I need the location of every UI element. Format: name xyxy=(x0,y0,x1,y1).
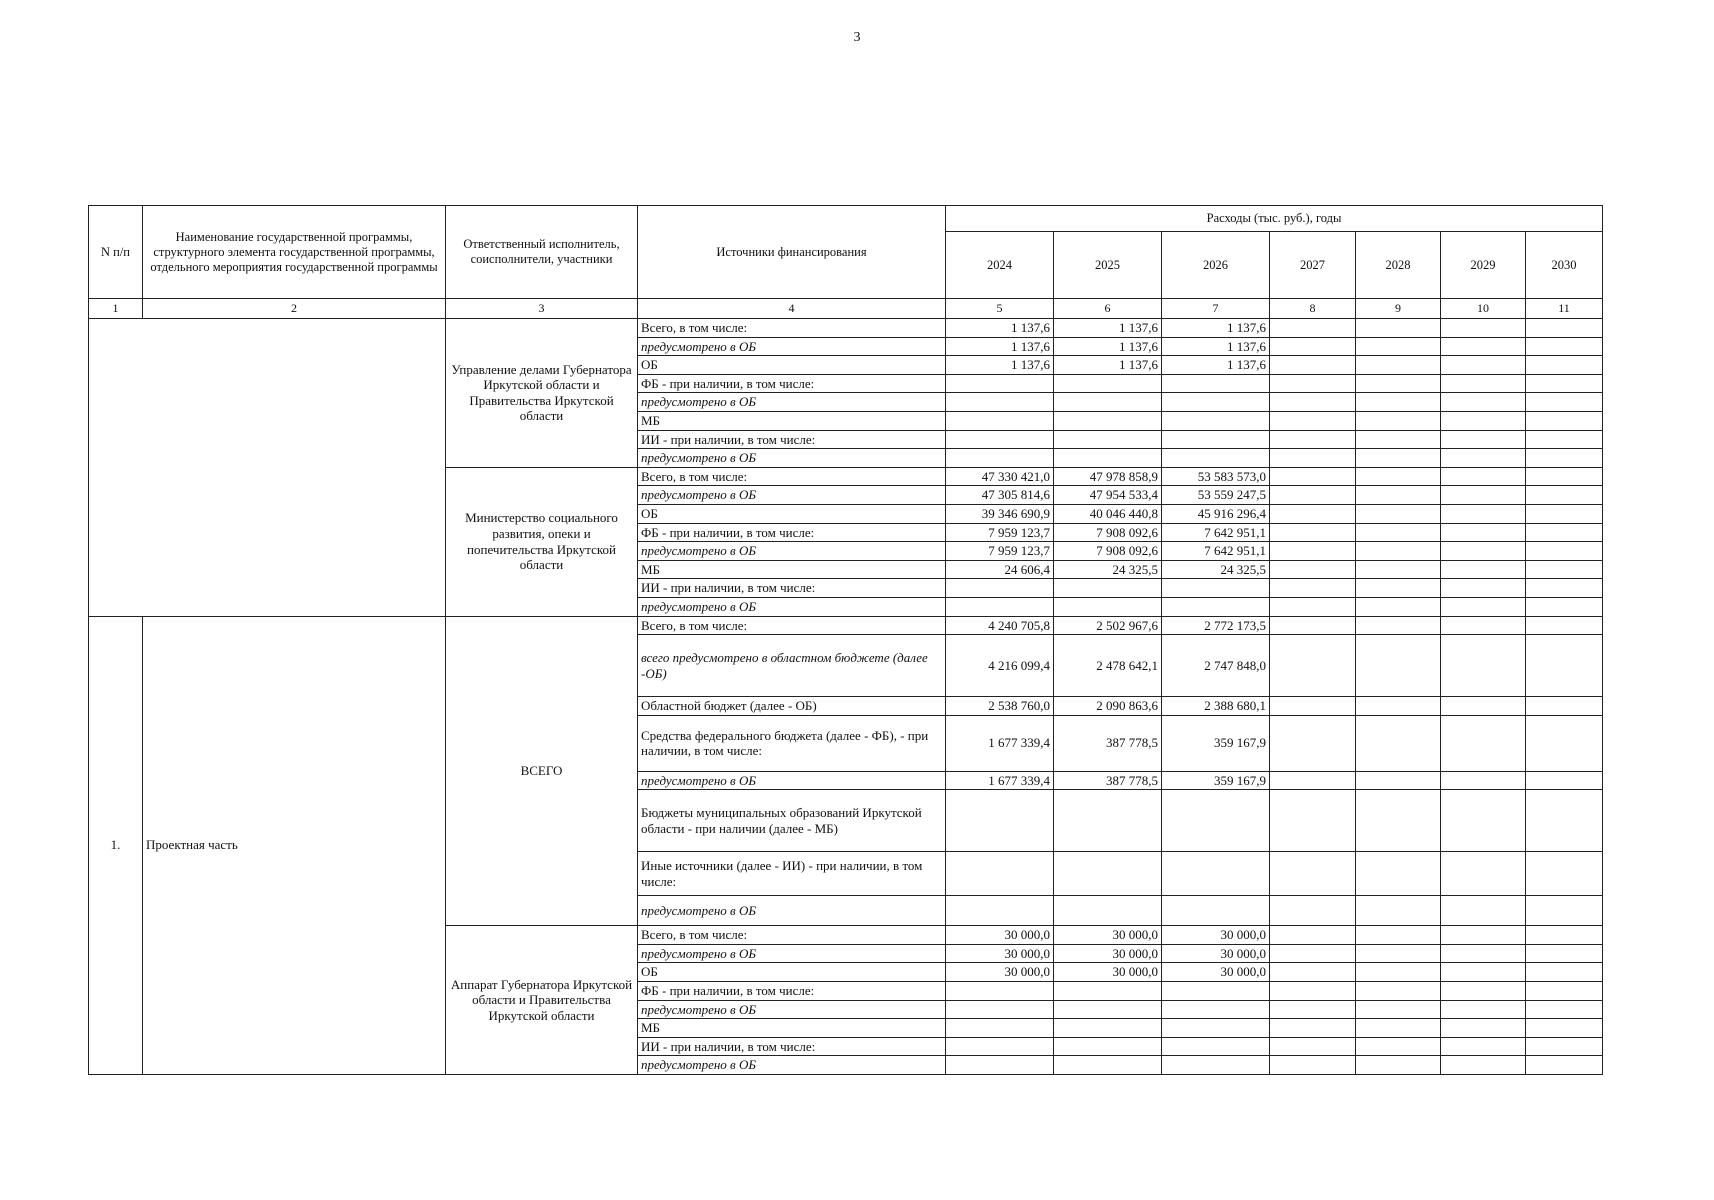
amount-cell xyxy=(1270,542,1356,561)
amount-cell xyxy=(1526,430,1603,449)
amount-cell: 2 772 173,5 xyxy=(1162,616,1270,635)
source-cell: всего предусмотрено в областном бюджете (далее -ОБ) xyxy=(638,635,946,697)
amount-cell xyxy=(1162,1000,1270,1019)
amount-cell xyxy=(1270,1019,1356,1038)
amount-cell xyxy=(1441,467,1526,486)
amount-cell: 1 677 339,4 xyxy=(946,771,1054,790)
executor-cell: ВСЕГО xyxy=(446,616,638,926)
amount-cell xyxy=(1526,1056,1603,1075)
amount-cell xyxy=(1356,790,1441,852)
amount-cell xyxy=(1441,926,1526,945)
amount-cell xyxy=(946,1037,1054,1056)
amount-cell xyxy=(1356,337,1441,356)
amount-cell xyxy=(1441,1037,1526,1056)
amount-cell xyxy=(1526,790,1603,852)
page-number: 3 xyxy=(853,30,861,45)
source-cell: Всего, в том числе: xyxy=(638,926,946,945)
header-year: 2025 xyxy=(1054,232,1162,299)
source-cell: ИИ - при наличии, в том числе: xyxy=(638,1037,946,1056)
amount-cell: 359 167,9 xyxy=(1162,771,1270,790)
amount-cell: 1 137,6 xyxy=(946,337,1054,356)
amount-cell xyxy=(1270,393,1356,412)
header-expenses: Расходы (тыс. руб.), годы xyxy=(946,206,1603,232)
amount-cell: 7 642 951,1 xyxy=(1162,523,1270,542)
amount-cell xyxy=(1270,926,1356,945)
amount-cell xyxy=(1054,411,1162,430)
amount-cell xyxy=(1270,337,1356,356)
amount-cell xyxy=(1054,579,1162,598)
source-cell: предусмотрено в ОБ xyxy=(638,1056,946,1075)
amount-cell: 30 000,0 xyxy=(946,944,1054,963)
table-row xyxy=(89,319,1603,338)
amount-cell xyxy=(1356,504,1441,523)
source-cell: предусмотрено в ОБ xyxy=(638,896,946,926)
amount-cell xyxy=(1526,982,1603,1001)
amount-cell xyxy=(1526,449,1603,468)
amount-cell xyxy=(946,411,1054,430)
amount-cell xyxy=(1356,356,1441,375)
amount-cell xyxy=(1162,430,1270,449)
header-executor: Ответственный исполнитель, соисполнители, участники xyxy=(446,206,638,299)
amount-cell xyxy=(1526,1000,1603,1019)
amount-cell xyxy=(1270,597,1356,616)
amount-cell xyxy=(1441,715,1526,771)
header-name: Наименование государственной программы, структурного элемента государственной программы, отдельного мероприятия государственной программы xyxy=(143,206,446,299)
amount-cell xyxy=(1441,337,1526,356)
amount-cell xyxy=(1356,467,1441,486)
amount-cell xyxy=(1162,790,1270,852)
amount-cell xyxy=(1270,771,1356,790)
amount-cell xyxy=(1054,1056,1162,1075)
amount-cell: 30 000,0 xyxy=(1162,963,1270,982)
source-cell: ФБ - при наличии, в том числе: xyxy=(638,523,946,542)
column-number: 8 xyxy=(1270,299,1356,319)
amount-cell xyxy=(1270,467,1356,486)
amount-cell: 4 240 705,8 xyxy=(946,616,1054,635)
amount-cell xyxy=(1054,1037,1162,1056)
amount-cell: 30 000,0 xyxy=(1054,963,1162,982)
amount-cell xyxy=(1441,944,1526,963)
column-number: 1 xyxy=(89,299,143,319)
source-cell: ИИ - при наличии, в том числе: xyxy=(638,430,946,449)
amount-cell xyxy=(1356,715,1441,771)
amount-cell xyxy=(1270,523,1356,542)
amount-cell xyxy=(1356,523,1441,542)
amount-cell xyxy=(946,1019,1054,1038)
amount-cell xyxy=(946,982,1054,1001)
amount-cell xyxy=(1270,697,1356,716)
amount-cell: 53 583 573,0 xyxy=(1162,467,1270,486)
amount-cell xyxy=(1526,411,1603,430)
amount-cell xyxy=(1441,852,1526,896)
amount-cell xyxy=(1162,896,1270,926)
amount-cell xyxy=(1526,944,1603,963)
amount-cell xyxy=(1441,982,1526,1001)
amount-cell: 30 000,0 xyxy=(1162,944,1270,963)
amount-cell xyxy=(1356,1056,1441,1075)
amount-cell xyxy=(1356,374,1441,393)
amount-cell: 1 137,6 xyxy=(1162,356,1270,375)
amount-cell xyxy=(1526,852,1603,896)
source-cell: предусмотрено в ОБ xyxy=(638,597,946,616)
amount-cell xyxy=(1270,896,1356,926)
amount-cell xyxy=(1441,486,1526,505)
amount-cell: 1 137,6 xyxy=(1054,337,1162,356)
amount-cell: 7 959 123,7 xyxy=(946,523,1054,542)
amount-cell xyxy=(946,597,1054,616)
amount-cell xyxy=(1162,579,1270,598)
amount-cell xyxy=(1441,504,1526,523)
amount-cell: 1 137,6 xyxy=(1054,319,1162,338)
amount-cell xyxy=(1162,374,1270,393)
amount-cell xyxy=(1162,982,1270,1001)
amount-cell xyxy=(1054,374,1162,393)
amount-cell xyxy=(1356,963,1441,982)
amount-cell: 7 908 092,6 xyxy=(1054,542,1162,561)
amount-cell xyxy=(1054,790,1162,852)
amount-cell xyxy=(1356,771,1441,790)
amount-cell xyxy=(1270,790,1356,852)
amount-cell xyxy=(1526,963,1603,982)
column-number: 7 xyxy=(1162,299,1270,319)
table-row xyxy=(89,616,1603,635)
amount-cell xyxy=(1441,411,1526,430)
amount-cell xyxy=(1356,1037,1441,1056)
amount-cell: 7 642 951,1 xyxy=(1162,542,1270,561)
amount-cell: 2 090 863,6 xyxy=(1054,697,1162,716)
amount-cell xyxy=(1441,449,1526,468)
program-name: Проектная часть xyxy=(143,616,446,1075)
amount-cell xyxy=(1270,1056,1356,1075)
amount-cell xyxy=(946,374,1054,393)
amount-cell xyxy=(1054,982,1162,1001)
amount-cell xyxy=(1270,319,1356,338)
amount-cell xyxy=(1526,393,1603,412)
amount-cell xyxy=(946,449,1054,468)
amount-cell: 53 559 247,5 xyxy=(1162,486,1270,505)
column-number: 4 xyxy=(638,299,946,319)
header-year: 2029 xyxy=(1441,232,1526,299)
amount-cell: 387 778,5 xyxy=(1054,715,1162,771)
amount-cell xyxy=(1441,393,1526,412)
amount-cell: 30 000,0 xyxy=(1162,926,1270,945)
amount-cell xyxy=(1162,1037,1270,1056)
source-cell: предусмотрено в ОБ xyxy=(638,486,946,505)
source-cell: предусмотрено в ОБ xyxy=(638,944,946,963)
amount-cell xyxy=(1526,579,1603,598)
amount-cell xyxy=(1441,963,1526,982)
source-cell: ФБ - при наличии, в том числе: xyxy=(638,982,946,1001)
amount-cell xyxy=(1356,597,1441,616)
amount-cell: 47 330 421,0 xyxy=(946,467,1054,486)
amount-cell xyxy=(1441,1000,1526,1019)
amount-cell: 2 538 760,0 xyxy=(946,697,1054,716)
column-number: 9 xyxy=(1356,299,1441,319)
amount-cell xyxy=(1356,449,1441,468)
source-cell: Бюджеты муниципальных образований Иркутской области - при наличии (далее - МБ) xyxy=(638,790,946,852)
amount-cell: 2 502 967,6 xyxy=(1054,616,1162,635)
amount-cell xyxy=(1270,430,1356,449)
header-year: 2027 xyxy=(1270,232,1356,299)
header-year: 2030 xyxy=(1526,232,1603,299)
amount-cell: 387 778,5 xyxy=(1054,771,1162,790)
source-cell: Иные источники (далее - ИИ) - при наличии, в том числе: xyxy=(638,852,946,896)
amount-cell xyxy=(1526,374,1603,393)
amount-cell xyxy=(1162,1056,1270,1075)
amount-cell xyxy=(1526,560,1603,579)
amount-cell xyxy=(1526,1019,1603,1038)
amount-cell xyxy=(1441,430,1526,449)
amount-cell xyxy=(1526,597,1603,616)
amount-cell xyxy=(1270,374,1356,393)
amount-cell xyxy=(1270,356,1356,375)
amount-cell xyxy=(946,1000,1054,1019)
amount-cell xyxy=(1441,635,1526,697)
amount-cell xyxy=(1526,504,1603,523)
executor-cell: Аппарат Губернатора Иркутской области и Правительства Иркутской области xyxy=(446,926,638,1075)
amount-cell xyxy=(1526,697,1603,716)
amount-cell xyxy=(946,393,1054,412)
amount-cell: 30 000,0 xyxy=(946,926,1054,945)
amount-cell xyxy=(1356,319,1441,338)
source-cell: ОБ xyxy=(638,504,946,523)
source-cell: ОБ xyxy=(638,963,946,982)
table-body xyxy=(89,319,1603,1075)
amount-cell xyxy=(1441,1056,1526,1075)
amount-cell xyxy=(1356,486,1441,505)
amount-cell xyxy=(1356,697,1441,716)
source-cell: МБ xyxy=(638,560,946,579)
source-cell: МБ xyxy=(638,411,946,430)
row-number: 1. xyxy=(89,616,143,1075)
amount-cell: 1 137,6 xyxy=(1162,319,1270,338)
header-source: Источники финансирования xyxy=(638,206,946,299)
amount-cell xyxy=(1054,393,1162,412)
amount-cell: 30 000,0 xyxy=(1054,944,1162,963)
empty-cell xyxy=(89,319,446,617)
amount-cell xyxy=(1356,896,1441,926)
amount-cell xyxy=(1441,356,1526,375)
amount-cell xyxy=(1270,982,1356,1001)
amount-cell: 30 000,0 xyxy=(946,963,1054,982)
amount-cell xyxy=(1054,449,1162,468)
amount-cell xyxy=(1270,579,1356,598)
amount-cell: 2 747 848,0 xyxy=(1162,635,1270,697)
amount-cell xyxy=(1162,1019,1270,1038)
budget-table xyxy=(88,205,1603,1075)
amount-cell xyxy=(1441,896,1526,926)
amount-cell xyxy=(1270,504,1356,523)
amount-cell xyxy=(1356,430,1441,449)
amount-cell: 1 137,6 xyxy=(946,319,1054,338)
amount-cell xyxy=(946,1056,1054,1075)
column-number: 6 xyxy=(1054,299,1162,319)
header-year: 2024 xyxy=(946,232,1054,299)
amount-cell xyxy=(1526,771,1603,790)
column-number: 11 xyxy=(1526,299,1603,319)
amount-cell xyxy=(1441,790,1526,852)
source-cell: Всего, в том числе: xyxy=(638,319,946,338)
source-cell: ФБ - при наличии, в том числе: xyxy=(638,374,946,393)
amount-cell xyxy=(1526,715,1603,771)
amount-cell xyxy=(946,896,1054,926)
amount-cell xyxy=(1441,579,1526,598)
amount-cell xyxy=(1526,319,1603,338)
amount-cell: 39 346 690,9 xyxy=(946,504,1054,523)
amount-cell xyxy=(1270,411,1356,430)
amount-cell xyxy=(1356,616,1441,635)
amount-cell xyxy=(946,852,1054,896)
amount-cell xyxy=(1054,896,1162,926)
amount-cell: 47 954 533,4 xyxy=(1054,486,1162,505)
amount-cell xyxy=(1441,560,1526,579)
amount-cell: 1 137,6 xyxy=(946,356,1054,375)
amount-cell xyxy=(1270,1000,1356,1019)
amount-cell xyxy=(1441,1019,1526,1038)
source-cell: Средства федерального бюджета (далее - ФБ), - при наличии, в том числе: xyxy=(638,715,946,771)
column-number: 2 xyxy=(143,299,446,319)
amount-cell xyxy=(1441,374,1526,393)
amount-cell xyxy=(1054,1019,1162,1038)
amount-cell xyxy=(1270,486,1356,505)
source-cell: предусмотрено в ОБ xyxy=(638,393,946,412)
amount-cell xyxy=(1526,356,1603,375)
amount-cell xyxy=(1356,944,1441,963)
source-cell: предусмотрено в ОБ xyxy=(638,771,946,790)
amount-cell xyxy=(1526,523,1603,542)
executor-cell: Министерство социального развития, опеки и попечительства Иркутской области xyxy=(446,467,638,616)
amount-cell xyxy=(1441,771,1526,790)
amount-cell xyxy=(1526,896,1603,926)
amount-cell xyxy=(1162,393,1270,412)
amount-cell xyxy=(1356,560,1441,579)
amount-cell: 2 388 680,1 xyxy=(1162,697,1270,716)
amount-cell xyxy=(946,430,1054,449)
amount-cell: 24 325,5 xyxy=(1054,560,1162,579)
amount-cell: 7 959 123,7 xyxy=(946,542,1054,561)
column-number: 5 xyxy=(946,299,1054,319)
amount-cell: 359 167,9 xyxy=(1162,715,1270,771)
amount-cell xyxy=(1526,635,1603,697)
amount-cell xyxy=(1270,944,1356,963)
source-cell: МБ xyxy=(638,1019,946,1038)
amount-cell xyxy=(1356,411,1441,430)
source-cell: Всего, в том числе: xyxy=(638,467,946,486)
amount-cell: 1 677 339,4 xyxy=(946,715,1054,771)
amount-cell xyxy=(1162,597,1270,616)
amount-cell: 45 916 296,4 xyxy=(1162,504,1270,523)
amount-cell xyxy=(1441,616,1526,635)
amount-cell xyxy=(1356,1019,1441,1038)
amount-cell xyxy=(1526,926,1603,945)
amount-cell xyxy=(1526,616,1603,635)
amount-cell: 47 978 858,9 xyxy=(1054,467,1162,486)
amount-cell: 30 000,0 xyxy=(1054,926,1162,945)
amount-cell xyxy=(1270,852,1356,896)
amount-cell: 4 216 099,4 xyxy=(946,635,1054,697)
amount-cell xyxy=(1441,523,1526,542)
amount-cell xyxy=(1356,926,1441,945)
amount-cell xyxy=(1526,337,1603,356)
amount-cell xyxy=(1441,319,1526,338)
amount-cell: 24 325,5 xyxy=(1162,560,1270,579)
amount-cell xyxy=(1526,486,1603,505)
header-year: 2028 xyxy=(1356,232,1441,299)
amount-cell: 47 305 814,6 xyxy=(946,486,1054,505)
amount-cell: 1 137,6 xyxy=(1162,337,1270,356)
amount-cell xyxy=(946,790,1054,852)
amount-cell xyxy=(1162,852,1270,896)
amount-cell xyxy=(1270,715,1356,771)
amount-cell xyxy=(1270,616,1356,635)
amount-cell xyxy=(1356,635,1441,697)
amount-cell xyxy=(1054,1000,1162,1019)
header-year: 2026 xyxy=(1162,232,1270,299)
amount-cell xyxy=(1054,852,1162,896)
amount-cell xyxy=(1526,1037,1603,1056)
header-nn: N п/п xyxy=(89,206,143,299)
amount-cell: 24 606,4 xyxy=(946,560,1054,579)
amount-cell xyxy=(1054,597,1162,616)
source-cell: ИИ - при наличии, в том числе: xyxy=(638,579,946,598)
amount-cell xyxy=(1526,542,1603,561)
amount-cell xyxy=(1441,597,1526,616)
amount-cell xyxy=(1054,430,1162,449)
amount-cell: 40 046 440,8 xyxy=(1054,504,1162,523)
amount-cell xyxy=(1270,560,1356,579)
source-cell: Областной бюджет (далее - ОБ) xyxy=(638,697,946,716)
amount-cell: 1 137,6 xyxy=(1054,356,1162,375)
amount-cell: 2 478 642,1 xyxy=(1054,635,1162,697)
executor-cell: Управление делами Губернатора Иркутской области и Правительства Иркутской области xyxy=(446,319,638,468)
amount-cell xyxy=(1270,635,1356,697)
amount-cell xyxy=(1270,1037,1356,1056)
amount-cell xyxy=(1526,467,1603,486)
source-cell: Всего, в том числе: xyxy=(638,616,946,635)
column-number: 10 xyxy=(1441,299,1526,319)
amount-cell xyxy=(1356,393,1441,412)
amount-cell xyxy=(1162,411,1270,430)
amount-cell: 7 908 092,6 xyxy=(1054,523,1162,542)
amount-cell xyxy=(1356,982,1441,1001)
amount-cell xyxy=(946,579,1054,598)
source-cell: предусмотрено в ОБ xyxy=(638,1000,946,1019)
amount-cell xyxy=(1356,542,1441,561)
amount-cell xyxy=(1441,542,1526,561)
source-cell: предусмотрено в ОБ xyxy=(638,542,946,561)
amount-cell xyxy=(1270,963,1356,982)
source-cell: предусмотрено в ОБ xyxy=(638,449,946,468)
amount-cell xyxy=(1162,449,1270,468)
amount-cell xyxy=(1441,697,1526,716)
amount-cell xyxy=(1356,852,1441,896)
source-cell: ОБ xyxy=(638,356,946,375)
source-cell: предусмотрено в ОБ xyxy=(638,337,946,356)
amount-cell xyxy=(1356,579,1441,598)
amount-cell xyxy=(1270,449,1356,468)
column-number: 3 xyxy=(446,299,638,319)
amount-cell xyxy=(1356,1000,1441,1019)
